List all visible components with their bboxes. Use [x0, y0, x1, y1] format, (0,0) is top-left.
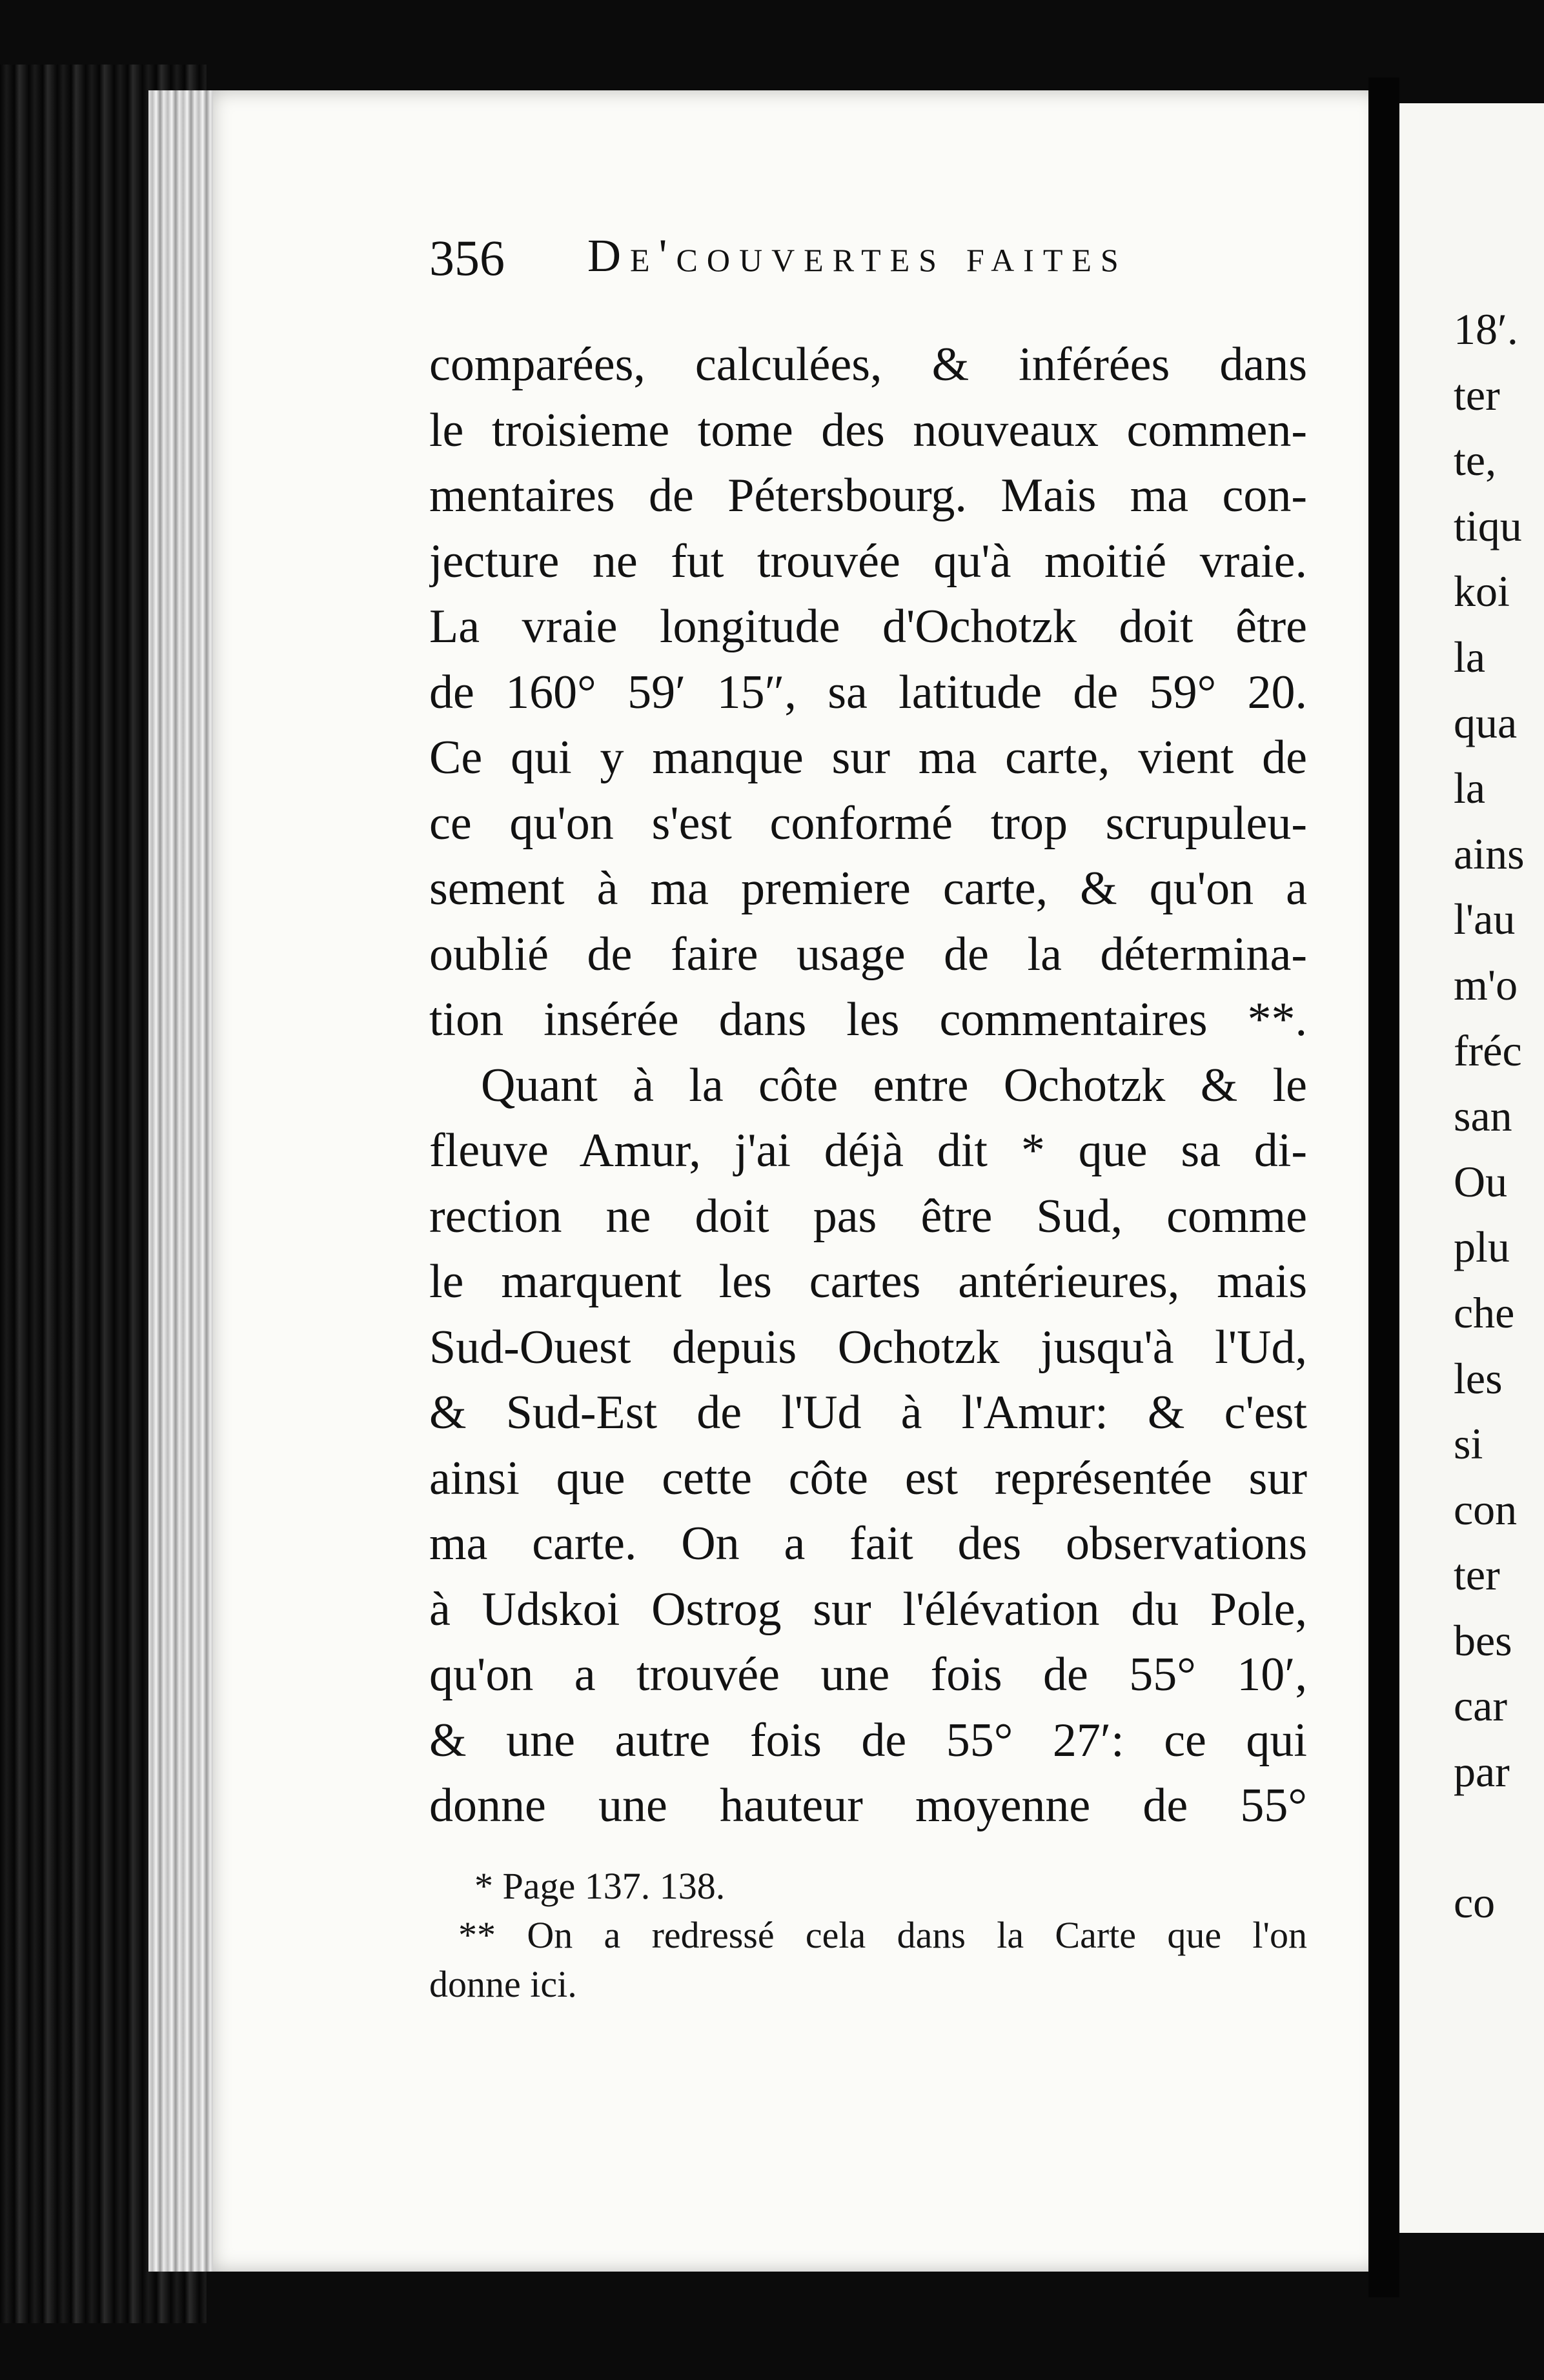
facing-line: les [1454, 1353, 1503, 1403]
facing-line: car [1454, 1681, 1508, 1731]
text-line: rection ne doit pas être Sud, comme [429, 1189, 1307, 1243]
text-line: Quant à la côte entre Ochotzk & le [481, 1058, 1307, 1112]
page-edges [148, 90, 213, 2272]
footnote: * Page 137. 138. [474, 1865, 726, 1907]
text-line: jecture ne fut trouvée qu'à moitié vraie. [429, 534, 1307, 588]
facing-line: ter [1454, 1550, 1500, 1600]
text-line: & Sud-Est de l'Ud à l'Amur: & c'est [429, 1386, 1307, 1439]
body-text [429, 332, 1307, 1839]
text-line: oublié de faire usage de la détermina- [429, 927, 1307, 981]
page-header [429, 229, 1346, 307]
facing-line: la [1454, 632, 1486, 681]
text-line: tion insérée dans les commentaires **. [429, 993, 1307, 1046]
facing-line: te, [1454, 436, 1497, 485]
facing-line: ter [1454, 370, 1500, 419]
text-line: le troisieme tome des nouveaux commen- [429, 403, 1307, 457]
facing-line: l'au [1454, 894, 1516, 944]
facing-line: Ou [1454, 1156, 1508, 1206]
facing-line: fréc [1454, 1025, 1522, 1075]
facing-line: m'o [1454, 960, 1518, 1009]
facing-line: con [1454, 1484, 1518, 1534]
footnotes [429, 1862, 1307, 2009]
text-line: sement à ma premiere carte, & qu'on a [429, 862, 1307, 915]
footnote: ** On a redressé cela dans la Carte que l'on [458, 1914, 1307, 1956]
facing-line: par [1454, 1747, 1510, 1797]
text-line: donne une hauteur moyenne de 55° [429, 1779, 1307, 1832]
text-line: fleuve Amur, j'ai déjà dit * que sa di- [429, 1124, 1307, 1177]
text-line: à Udskoi Ostrog sur l'élévation du Pole, [429, 1582, 1307, 1636]
footnote-continuation: donne ici. [429, 1963, 577, 2005]
text-line: & une autre fois de 55° 27′: ce qui [429, 1713, 1307, 1767]
facing-line: bes [1454, 1615, 1512, 1665]
facing-line: la [1454, 763, 1486, 813]
text-line: La vraie longitude d'Ochotzk doit être [429, 600, 1307, 653]
facing-line: ains [1454, 829, 1525, 878]
facing-line: co [1454, 1878, 1496, 1928]
facing-line: qua [1454, 698, 1518, 747]
book-gutter [1368, 77, 1399, 2297]
facing-line: san [1454, 1091, 1512, 1141]
facing-line: plu [1454, 1222, 1510, 1272]
facing-line: koi [1454, 567, 1510, 616]
text-line: ainsi que cette côte est représentée sur [429, 1451, 1307, 1505]
facing-line: tiqu [1454, 501, 1522, 550]
text-line: qu'on a trouvée une fois de 55° 10′, [429, 1648, 1307, 1701]
text-line: comparées, calculées, & inférées dans [429, 338, 1307, 391]
text-line: le marquent les cartes antérieures, mais [429, 1255, 1307, 1308]
running-title: De'couvertes faites [587, 230, 1128, 281]
page-number: 356 [429, 230, 505, 286]
facing-line: che [1454, 1287, 1515, 1337]
facing-line: si [1454, 1419, 1483, 1469]
text-line: mentaires de Pétersbourg. Mais ma con- [429, 469, 1307, 522]
text-line: de 160° 59′ 15″, sa latitude de 59° 20. [429, 665, 1307, 719]
text-line: Sud-Ouest depuis Ochotzk jusqu'à l'Ud, [429, 1320, 1307, 1374]
facing-line [1454, 1805, 1544, 1871]
text-line: Ce qui y manque sur ma carte, vient de [429, 731, 1307, 784]
facing-line: 18′. [1454, 305, 1518, 354]
text-line: ma carte. On a fait des observations [429, 1517, 1307, 1570]
text-line: ce qu'on s'est conformé trop scrupuleu- [429, 796, 1307, 850]
facing-page-text [1454, 297, 1544, 1936]
